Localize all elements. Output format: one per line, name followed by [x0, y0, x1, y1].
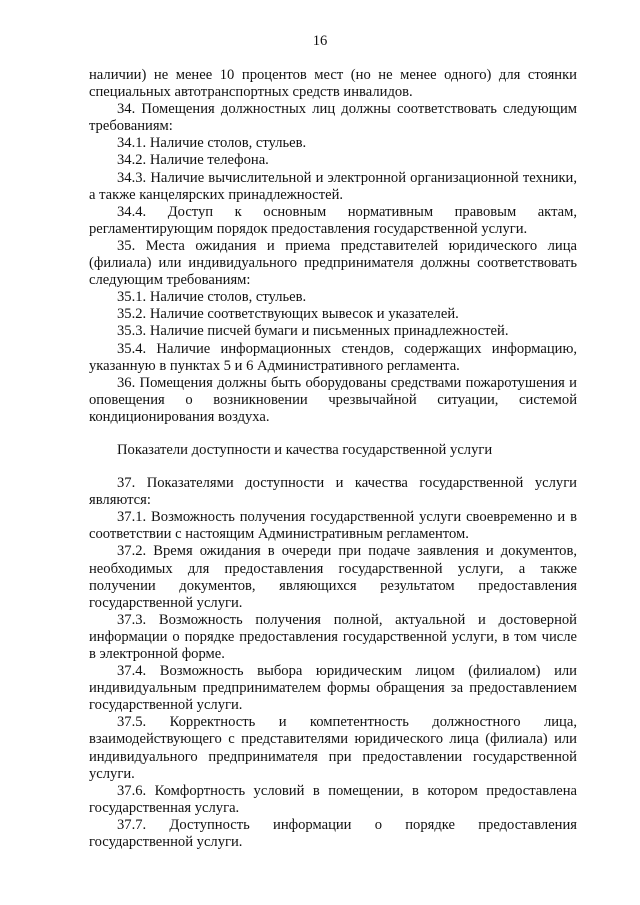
paragraph-37-4: 37.4. Возможность выбора юридическим лицом (филиалом) или индивидуальным предпринимателем формы обращения за предоставлением государственной услуги.: [89, 663, 577, 714]
paragraph-37-7: 37.7. Доступность информации о порядке предоставления государственной услуги.: [89, 816, 577, 851]
paragraph-37-6: 37.6. Комфортность условий в помещении, в котором предоставлена государственная услуга.: [89, 782, 577, 816]
document-body: [89, 67, 577, 851]
paragraph-35-4: 35.4. Наличие информационных стендов, содержащих информацию, указанную в пунктах 5 и 6 Административного регламента.: [89, 340, 577, 374]
paragraph-34-1: 34.1. Наличие столов, стульев.: [117, 135, 307, 152]
paragraph-34: 34. Помещения должностных лиц должны соответствовать следующим требованиям:: [89, 101, 577, 135]
section-heading: Показатели доступности и качества государственной услуги: [117, 441, 493, 458]
paragraph-35-3: 35.3. Наличие писчей бумаги и письменных принадлежностей.: [117, 323, 509, 340]
paragraph-37-1: 37.1. Возможность получения государственной услуги своевременно и в соответствии с настоящим Административным регламентом.: [89, 509, 577, 543]
paragraph-34-2: 34.2. Наличие телефона.: [117, 152, 269, 169]
paragraph-37-3: 37.3. Возможность получения полной, актуальной и достоверной информации о порядке предоставления государственной услуги, в том числе в электронной форме.: [89, 611, 577, 662]
paragraph-34-4: 34.4. Доступ к основным нормативным правовым актам, регламентирующим порядок предоставления государственной услуги.: [89, 203, 577, 237]
paragraph-37-2: 37.2. Время ожидания в очереди при подаче заявления и документов, необходимых для предоставления государственной услуги, а также получении документов, являющихся результатом предоставления государственной услуги.: [89, 543, 577, 611]
paragraph-37: 37. Показателями доступности и качества государственной услуги являются:: [89, 475, 577, 509]
paragraph-continuation: наличии) не менее 10 процентов мест (но не менее одного) для стоянки специальных автотранспортных средств инвалидов.: [89, 67, 577, 101]
paragraph-35: 35. Места ожидания и приема представителей юридического лица (филиала) или индивидуального предпринимателя должны соответствовать следующим требованиям:: [89, 237, 577, 289]
paragraph-34-3: 34.3. Наличие вычислительной и электронной организационной техники, а также канцелярских принадлежностей.: [89, 169, 577, 203]
page-number: 16: [312, 33, 328, 49]
paragraph-37-5: 37.5. Корректность и компетентность должностного лица, взаимодействующего с представителями юридического лица (филиала) или индивидуального предпринимателя при предоставлении государственной услуги.: [89, 714, 577, 782]
paragraph-36: 36. Помещения должны быть оборудованы средствами пожаротушения и оповещения о возникновении чрезвычайной ситуации, системой кондиционирования воздуха.: [89, 374, 577, 425]
paragraph-35-2: 35.2. Наличие соответствующих вывесок и указателей.: [117, 306, 459, 323]
paragraph-35-1: 35.1. Наличие столов, стульев.: [117, 289, 307, 306]
spacer: [89, 459, 577, 475]
